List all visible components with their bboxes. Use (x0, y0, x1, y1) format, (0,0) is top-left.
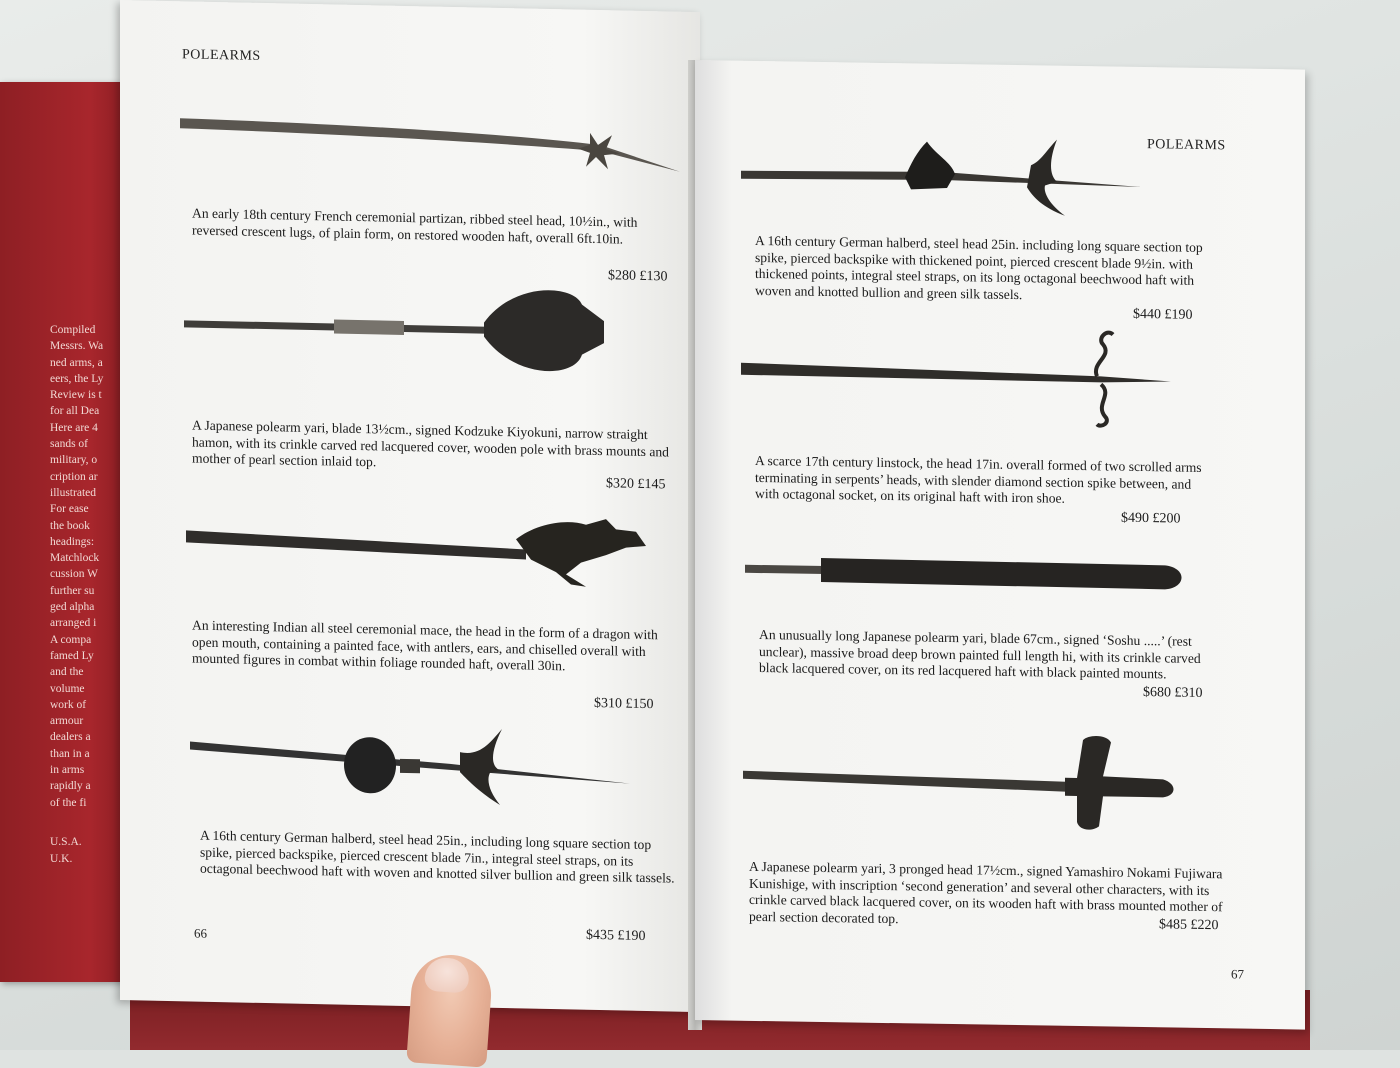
cover-line: work of (50, 698, 87, 711)
cover-line: volume (50, 682, 85, 695)
left-entry-1-text: An early 18th century French ceremonial partizan, ribbed steel head, 10½in., with reversed crescent lugs, of plain form, on restored wooden haft, overall 6ft.10in. (192, 205, 638, 247)
right-page-number: 67 (1231, 966, 1244, 982)
cover-line: headings: (50, 535, 95, 548)
cover-line: A compa (50, 633, 92, 646)
halberd-tassel-image (741, 131, 1161, 228)
cover-line: for all Dea (50, 405, 100, 418)
long-yari-image (745, 549, 1195, 596)
cover-line: of the fi (50, 796, 87, 809)
right-running-head: POLEARMS (1147, 137, 1226, 154)
cover-line: Messrs. Wa (50, 340, 104, 353)
cover-line: famed Ly (50, 649, 94, 662)
cover-line: cription ar (50, 470, 98, 483)
cover-line: armour (50, 715, 84, 728)
cover-line: than in a (50, 747, 90, 760)
cover-line: eers, the Ly (50, 372, 104, 385)
left-entry-2-price: $320 £145 (606, 476, 666, 493)
left-entry-4-price: $435 £190 (586, 927, 646, 945)
linstock-image (741, 323, 1181, 430)
cover-line: Review is t (50, 389, 102, 402)
left-page-number: 66 (194, 925, 207, 941)
left-entry-2-text: A Japanese polearm yari, blade 13½cm., signed Kodzuke Kiyokuni, narrow straight hamon, with its crinkle carved red lacquered cover, wooden pole with brass mounts and mother of pearl section inlaid top. (192, 417, 669, 470)
cover-line: ged alpha (50, 601, 95, 614)
cover-foot-line: U.K. (50, 853, 73, 865)
right-page (695, 60, 1305, 1030)
cover-foot-line: U.S.A. (50, 836, 82, 848)
cover-line: cussion W (50, 568, 99, 581)
cover-line: Matchlock (50, 552, 100, 565)
yari-image (184, 276, 634, 385)
left-entry-3-text: An interesting Indian all steel ceremonial mace, the head in the form of a dragon with open mouth, containing a painted face, with antlers, ears, and chiselled overall with mounted figures in combat within foliage rounded haft, overall 30in. (192, 617, 658, 674)
cover-line: further su (50, 584, 95, 597)
right-entry-3-price: $680 £310 (1143, 685, 1203, 701)
cover-line: illustrated (50, 486, 96, 499)
right-entry-2-price: $490 £200 (1121, 510, 1181, 527)
cover-line: For ease (50, 503, 89, 516)
left-entry-4-text: A 16th century German halberd, steel head 25in., including long square section top spike, pierced backspike, pierced crescent blade 7in., integral steel straps, on its octagonal beechwood haft with woven and knotted silver bullion and green silk tassels. (200, 827, 675, 886)
cover-line: sands of (50, 438, 89, 451)
cover-line: in arms (50, 764, 85, 777)
cover-line: arranged i (50, 617, 97, 630)
jumonji-yari-image (743, 725, 1183, 842)
right-entry-1-text: A 16th century German halberd, steel head 25in. including long square section top spike, pierced backspike with thickened point, pierced crescent blade 9½in. with thickened points, integral steel straps, on its long octagonal beechwood haft with woven and knotted bullion and green silk tassels. (755, 232, 1203, 302)
right-entry-3-text: An unusually long Japanese polearm yari, blade 67cm., signed ‘Soshu .....’ (rest unclear), massive broad deep brown painted full length hi, with its crinkle carved black lacquered cover, on its red lacquered haft with black painted mounts. (759, 627, 1201, 682)
cover-line: Compiled (50, 324, 96, 336)
cover-line: ned arms, a (50, 356, 103, 369)
partizan-image (180, 106, 690, 187)
right-entry-4-price: $485 £220 (1159, 917, 1219, 934)
left-running-head: POLEARMS (182, 47, 261, 64)
dragon-mace-image (186, 506, 656, 596)
halberd-image (190, 716, 650, 826)
cover-foot (50, 834, 82, 868)
cover-line: and the (50, 666, 84, 679)
cover-blurb (50, 322, 120, 811)
left-page (120, 0, 700, 1012)
cover-line: Here are 4 (50, 421, 98, 434)
cover-line: dealers a (50, 731, 91, 744)
cover-line: military, o (50, 454, 98, 467)
cover-line: rapidly a (50, 780, 91, 793)
right-entry-1-price: $440 £190 (1133, 306, 1193, 323)
left-entry-3-price: $310 £150 (594, 695, 654, 713)
right-entry-2-text: A scarce 17th century linstock, the head 17in. overall formed of two scrolled arms terminating in serpents’ heads, with slender diamond section spike between, and with octagonal socket, on its original haft with iron shoe. (755, 452, 1202, 506)
right-entry-4-text: A Japanese polearm yari, 3 pronged head 17½cm., signed Yamashiro Nokami Fujiwara Kunishige, with inscription ‘second generation’ and several other characters, with its crinkle carved black lacquered cover, on its wooden haft with brass mounted mother of pearl section decorated top. (749, 858, 1223, 926)
left-entry-1-price: $280 £130 (608, 268, 668, 285)
cover-line: the book (50, 519, 90, 532)
